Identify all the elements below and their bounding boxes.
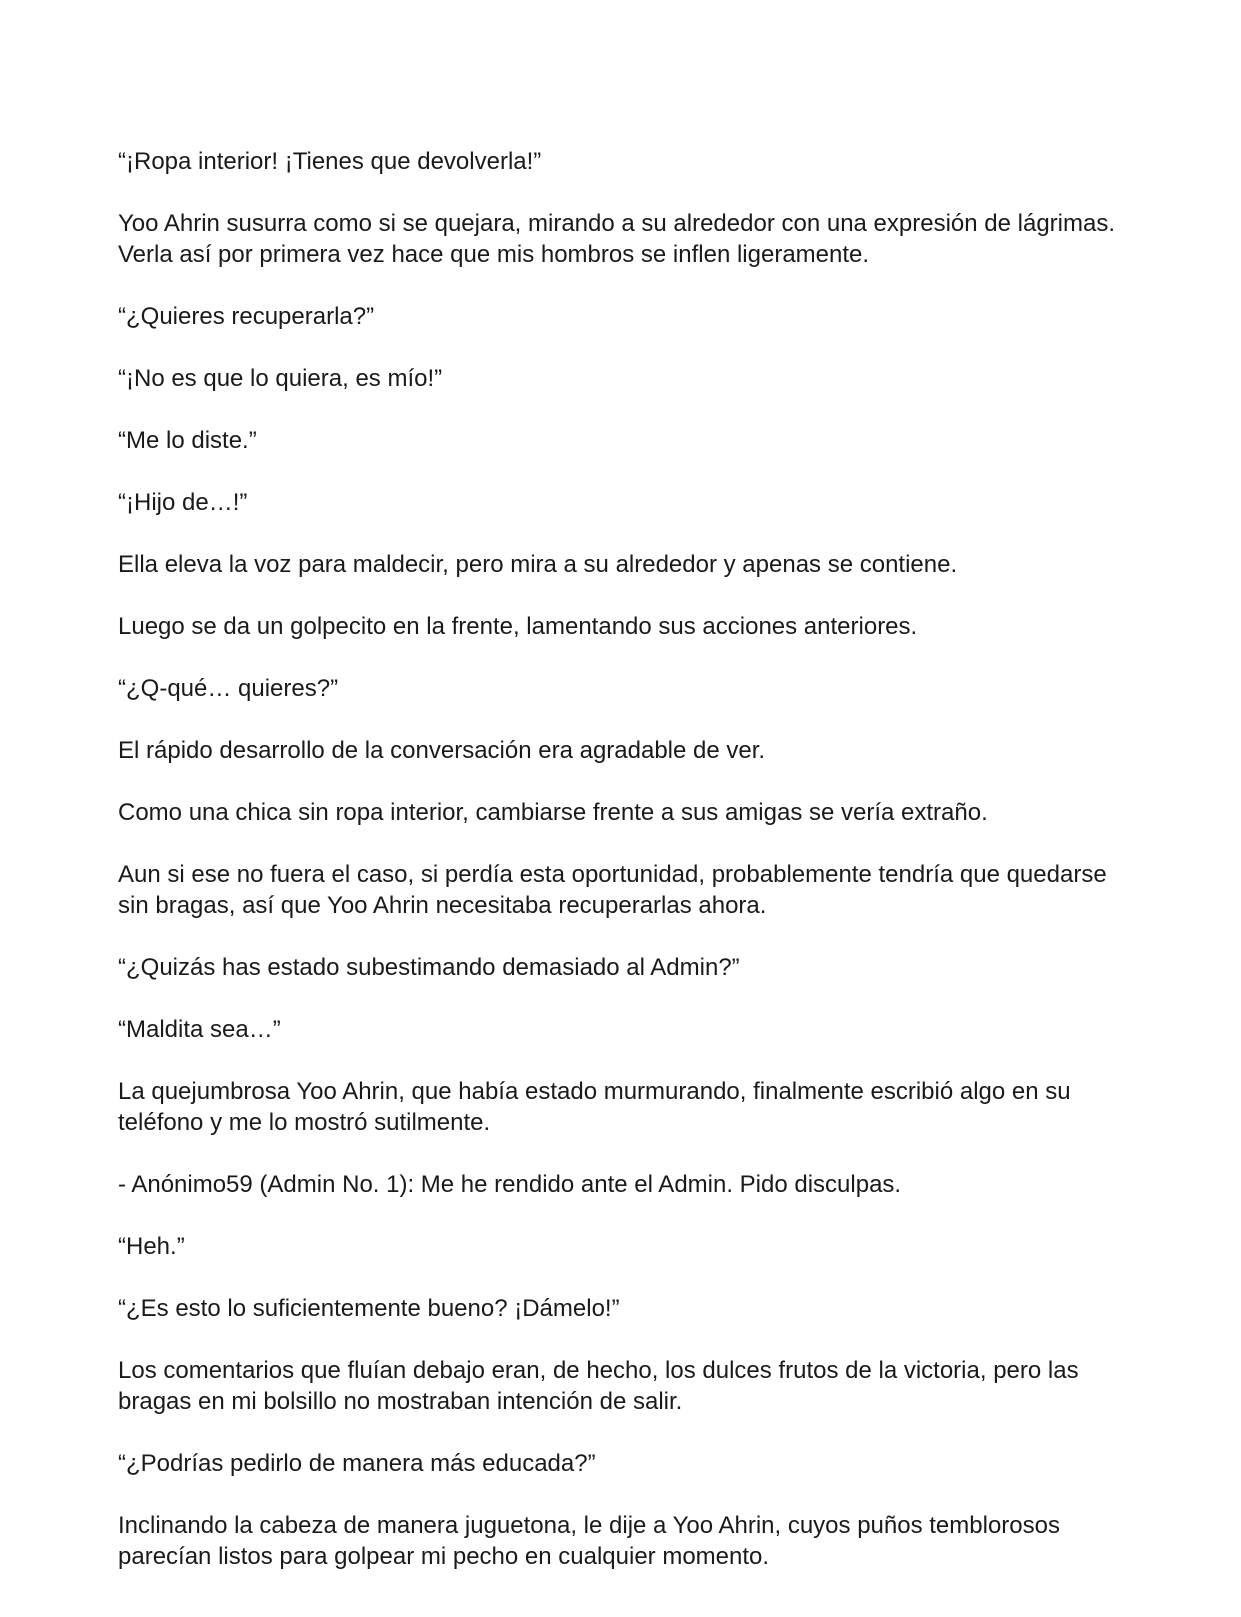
paragraph-6: “¡Hijo de…!” [118, 489, 248, 516]
document-page [118, 146, 1128, 1572]
paragraph-17: “Heh.” [118, 1233, 185, 1260]
paragraph-10: El rápido desarrollo de la conversación era agradable de ver. [118, 737, 766, 764]
paragraph-1: “¡Ropa interior! ¡Tienes que devolverla!” [118, 148, 542, 175]
paragraph-9: “¿Q-qué… quieres?” [118, 675, 339, 702]
paragraph-12: Aun si ese no fuera el caso, si perdía esta oportunidad, probablemente tendría que quedarse sin bragas, así que Yoo Ahrin necesitaba recuperarlas ahora. [118, 861, 1107, 919]
paragraph-4: “¡No es que lo quiera, es mío!” [118, 365, 443, 392]
paragraph-7: Ella eleva la voz para maldecir, pero mira a su alrededor y apenas se contiene. [118, 551, 958, 578]
paragraph-3: “¿Quieres recuperarla?” [118, 303, 375, 330]
paragraph-19: Los comentarios que fluían debajo eran, de hecho, los dulces frutos de la victoria, pero las bragas en mi bolsillo no mostraban intención de salir. [118, 1357, 1079, 1415]
paragraph-15: La quejumbrosa Yoo Ahrin, que había estado murmurando, finalmente escribió algo en su teléfono y me lo mostró sutilmente. [118, 1078, 1071, 1136]
paragraph-13: “¿Quizás has estado subestimando demasiado al Admin?” [118, 954, 740, 981]
paragraph-18: “¿Es esto lo suficientemente bueno? ¡Dámelo!” [118, 1295, 620, 1322]
paragraph-5: “Me lo diste.” [118, 427, 257, 454]
paragraph-2: Yoo Ahrin susurra como si se quejara, mirando a su alrededor con una expresión de lágrimas. Verla así por primera vez hace que mis hombros se inflen ligeramente. [118, 210, 1116, 268]
paragraph-8: Luego se da un golpecito en la frente, lamentando sus acciones anteriores. [118, 613, 918, 640]
paragraph-20: “¿Podrías pedirlo de manera más educada?” [118, 1450, 596, 1477]
paragraph-21: Inclinando la cabeza de manera juguetona, le dije a Yoo Ahrin, cuyos puños temblorosos parecían listos para golpear mi pecho en cualquier momento. [118, 1512, 1060, 1570]
paragraph-14: “Maldita sea…” [118, 1016, 281, 1043]
paragraph-16: - Anónimo59 (Admin No. 1): Me he rendido ante el Admin. Pido disculpas. [118, 1171, 902, 1198]
paragraph-11: Como una chica sin ropa interior, cambiarse frente a sus amigas se vería extraño. [118, 799, 988, 826]
